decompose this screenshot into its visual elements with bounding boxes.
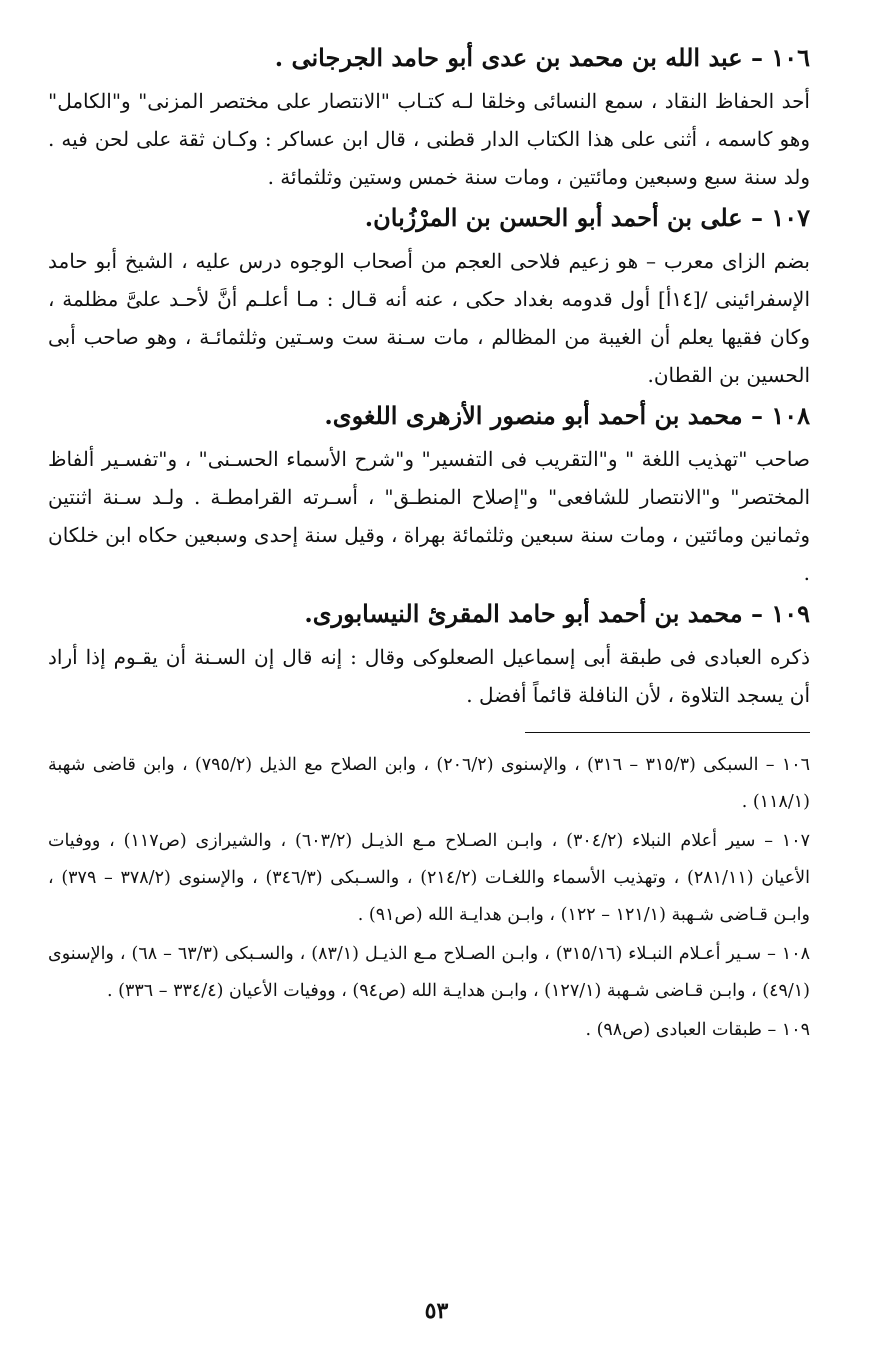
entry-heading: ١٠٩ – محمد بن أحمد أبو حامد المقرئ النيسابورى. xyxy=(304,599,810,628)
footnotes xyxy=(48,747,810,1049)
entry-body: صاحب "تهذيب اللغة " و"التقريب فى التفسير" و"شرح الأسماء الحسـنى" ، و"تفسـير ألفاظ المختصر" و"الانتصار للشافعى" و"إصلاح المنطـق" ، أسـرته القرامطـة . ولـد سـنة اثنتين وثمانين ومائتين ، ومات سنة سبعين وثلثمائة بهراة ، وقيل سنة إحدى وسبعين حكاه ابن خلكان . xyxy=(48,447,810,585)
page-number: ٥٣ xyxy=(424,1298,449,1324)
footnote-109: ١٠٩ – طبقات العبادى (ص٩٨) . xyxy=(585,1020,810,1040)
footnote-106: ١٠٦ – السبكى (٣١٥/٣ – ٣١٦) ، والإسنوى (٢٠٦/٢) ، وابن الصلاح مع الذيل (٧٩٥/٢) ، وابن قاضى شهبة (١١٨/١) . xyxy=(48,755,811,812)
entry-heading: ١٠٦ – عبد الله بن محمد بن عدى أبو حامد الجرجانى . xyxy=(274,43,810,72)
entry-107 xyxy=(48,200,810,394)
entry-body: أحد الحفاظ النقاد ، سمع النسائى وخلقا لـه كتـاب "الانتصار على مختصر المزنى" و"الكامل" وهو كاسمه ، أثنى على هذا الكتاب الدار قطنى ، قال ابن عساكر : وكـان ثقة على لحن فيه . ولد سنة سبع وسبعين ومائتين ، ومات سنة خمس وستين وثلثمائة . xyxy=(48,89,810,189)
footnote-107: ١٠٧ – سير أعلام النبلاء (٣٠٤/٢) ، وابـن الصـلاح مـع الذيـل (٦٠٣/٢) ، والشيرازى (ص١١٧) ، ووفيات الأعيان (٢٨١/١١) ، وتهذيب الأسماء واللغـات (٢١٤/٢) ، والسـبكى (٣٤٦/٣) ، والإسنوى (٣٧٨/٢ – ٣٧٩) ، وابـن قـاضى شـهبة (١٢١/١ – ١٢٢) ، وابـن هدايـة الله (ص٩١) . xyxy=(48,831,811,925)
entry-heading: ١٠٨ – محمد بن أحمد أبو منصور الأزهرى اللغوى. xyxy=(324,401,810,430)
entry-body: بضم الزاى معرب – هو زعيم فلاحى العجم من أصحاب الوجوه درس عليه ، الشيخ أبو حامد الإسفرائينى /[١٤أ] أول قدومه بغداد حكى ، عنه أنه قـال : مـا أعلـم أنَّ لأحـد علىَّ مظلمة ، وكان فقيها يعلم أن الغيبة من المظالم ، مات سـنة ست وسـتين وثلثمائـة ، وهو صاحب أبى الحسين بن القطان. xyxy=(48,249,811,387)
entry-body: ذكره العبادى فى طبقة أبى إسماعيل الصعلوكى وقال : إنه قال إن السـنة أن يقـوم إذا أراد أن يسجد التلاوة ، لأن النافلة قائماً أفضل . xyxy=(48,645,810,707)
footnote-108: ١٠٨ – سـير أعـلام النبـلاء (٣١٥/١٦) ، وابـن الصـلاح مـع الذيـل (٨٣/١) ، والسـبكى (٦٣/٣ – ٦٨) ، والإسنوى (٤٩/١) ، وابـن قـاضى شـهبة (١٢٧/١) ، وابـن هدايـة الله (ص٩٤) ، ووفيات الأعيان (٣٣٤/٤ – ٣٣٦) . xyxy=(48,944,810,1001)
entry-108 xyxy=(48,398,810,592)
footnote-separator xyxy=(525,732,810,733)
document-page xyxy=(48,40,810,1340)
entry-106 xyxy=(48,40,810,196)
entry-heading: ١٠٧ – على بن أحمد أبو الحسن بن المرْزُبان. xyxy=(364,203,810,232)
entry-109 xyxy=(48,596,810,714)
